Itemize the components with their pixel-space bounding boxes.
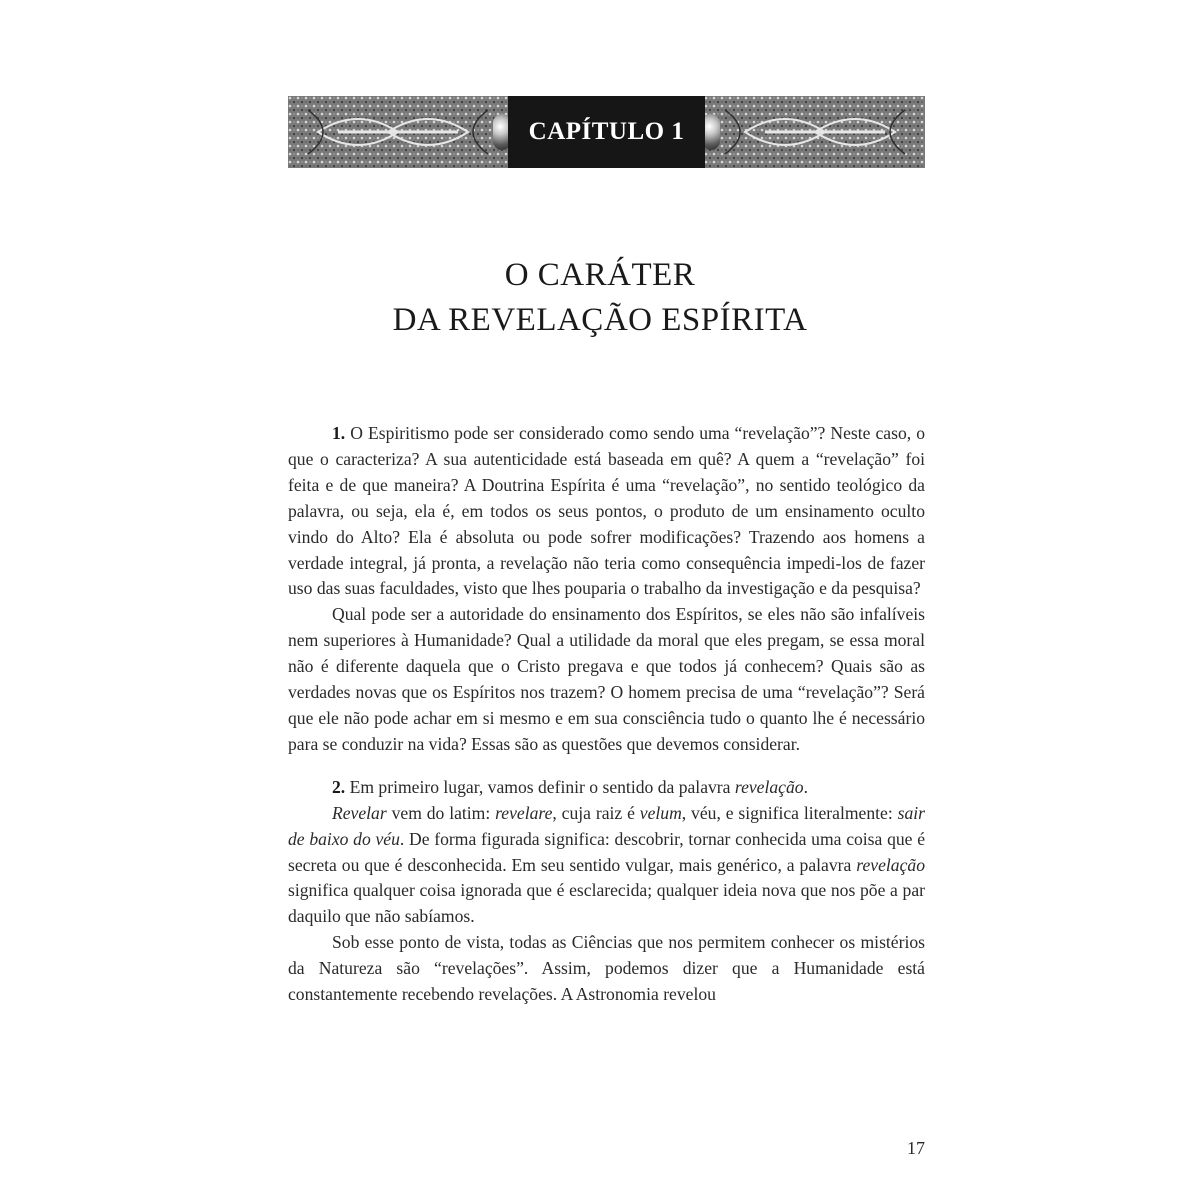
emphasis: revelação	[856, 854, 925, 875]
emphasis: revelare	[495, 802, 553, 823]
chapter-title-line-2: DA REVELAÇÃO ESPÍRITA	[392, 302, 808, 338]
paragraph-text: O Espiritismo pode ser considerado como sendo uma “revelação”? Neste caso, o que o caracteriza? A sua autenticidade está baseada em quê? A quem a “revelação” foi feita e de que maneira? A Doutrina Espírita é uma “revelação”, no sentido teológico da palavra, ou seja, ela é, em todos os seus pontos, o produto de um ensinamento oculto vindo do Alto? Ela é absoluta ou pode sofrer modificações? Trazendo aos homens a verdade integral, já pronta, a revelação não teria como consequência impedi-los de fazer uso das suas faculdades, visto que lhes pouparia o trabalho da investigação e da pesquisa?	[288, 423, 925, 599]
chapter-label: CAPÍTULO 1	[528, 118, 685, 145]
emphasis: Revelar	[332, 802, 387, 823]
item-number: 2.	[332, 776, 346, 797]
paragraph-text: , véu, e significa literalmente:	[681, 802, 898, 823]
paragraph-text: significa qualquer coisa ignorada que é esclarecida; qualquer ideia nova que nos põe a par daquilo que não sabíamos.	[288, 880, 925, 927]
chapter-label-box	[508, 96, 705, 168]
paragraph	[288, 801, 925, 931]
paragraph: Sob esse ponto de vista, todas as Ciências que nos permitem conhecer os mistérios da Natureza são “revelações”. Assim, podemos dizer que a Humanidade está constantemente recebendo revelações. A Astronomia revelou	[288, 932, 925, 1005]
chapter-title-line-1: O CARÁTER	[504, 257, 696, 293]
emphasis: revelação	[734, 776, 804, 797]
page-number: 17	[907, 1138, 925, 1158]
body-text	[288, 421, 925, 1008]
paragraph: Qual pode ser a autoridade do ensinamento dos Espíritos, se eles não são infalíveis nem superiores à Humanidade? Qual a utilidade da moral que eles pregam, se essa moral não é diferente daquela que o Cristo pregava e que todos já conhecem? Quais são as verdades novas que os Espíritos nos trazem? O homem precisa de uma “revelação”? Será que ele não pode achar em si mesmo e em sua consciência tudo o quanto lhe é necessário para se conduzir na vida? Essas são as questões que devemos considerar.	[288, 604, 925, 754]
chapter-banner	[288, 96, 925, 168]
emphasis: velum	[639, 802, 682, 823]
paragraph-text: vem do latim:	[386, 802, 496, 823]
paragraph-text: .	[803, 776, 808, 797]
paragraph	[288, 421, 925, 602]
paragraph-text: , cuja raiz é	[552, 802, 640, 823]
paragraph-text: Em primeiro lugar, vamos definir o sentido da palavra	[345, 776, 735, 797]
emphasis: sair de baixo do véu	[288, 802, 925, 849]
paragraph	[288, 775, 925, 801]
item-number: 1.	[332, 423, 346, 443]
paragraph-text: . De forma figurada significa: descobrir, tornar conhecida uma coisa que é secreta ou que é desconhecida. Em seu sentido vulgar, mais genérico, a palavra	[288, 828, 926, 875]
